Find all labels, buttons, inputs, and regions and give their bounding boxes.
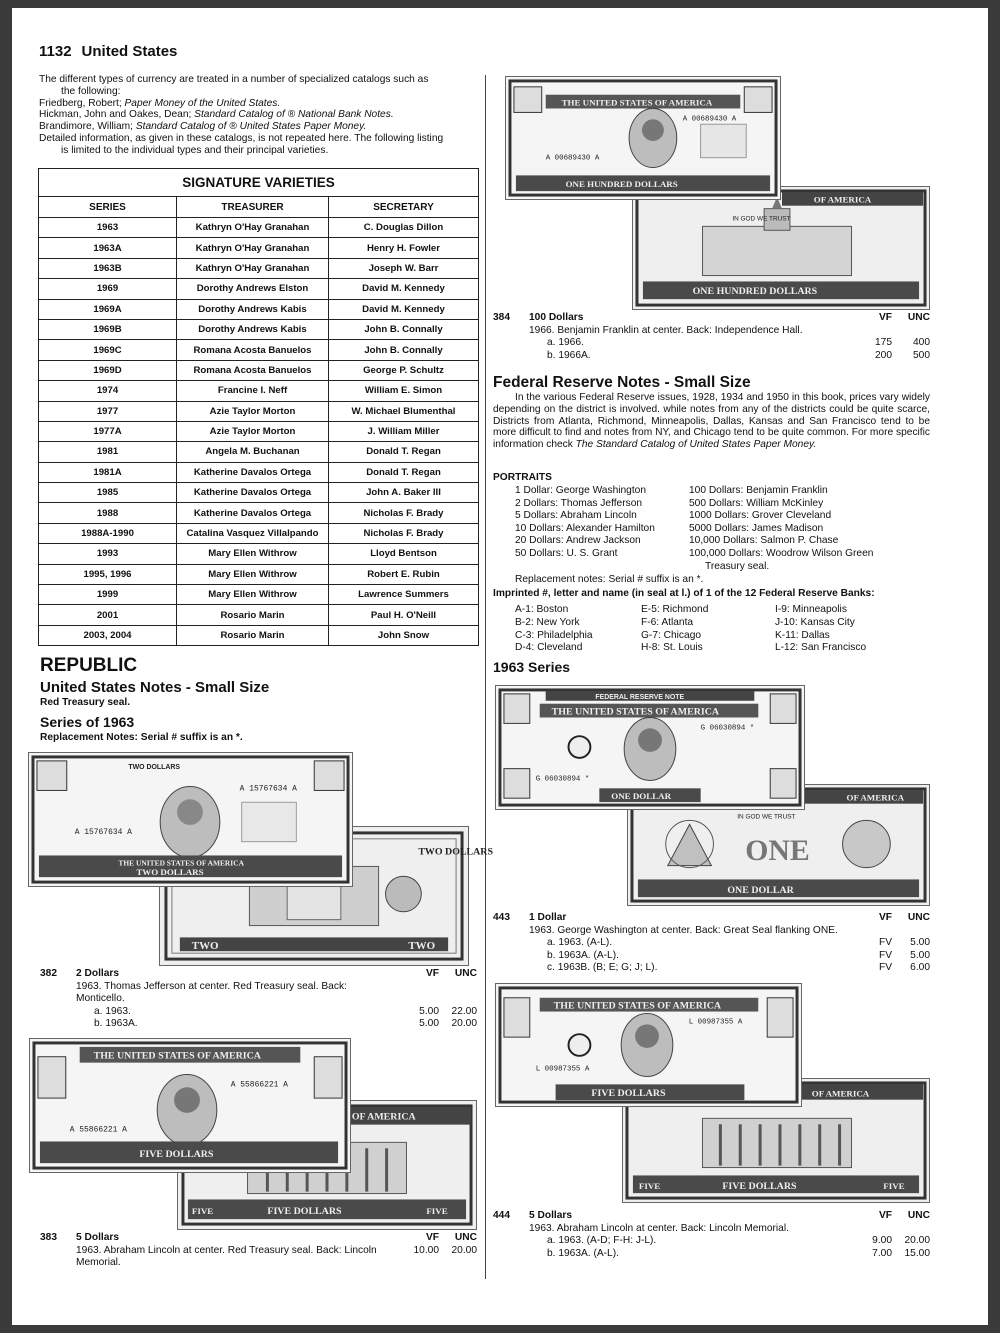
note-text: TWO	[408, 940, 436, 953]
cell-series: 2001	[39, 605, 177, 625]
cell-secretary: C. Douglas Dillon	[329, 218, 479, 238]
catalog-title: Paper Money of the United States.	[124, 97, 281, 109]
portrait-item: Treasury seal.	[705, 560, 770, 572]
federal-reserve-bank: D-4: Cleveland	[515, 642, 583, 654]
portrait-item: 2 Dollars: Thomas Jefferson	[515, 497, 643, 509]
imprinted-note: Imprinted #, letter and name (in seal at l.) of 1 of the 12 Federal Reserve Banks:	[493, 588, 875, 599]
cell-secretary: John B. Connally	[329, 319, 479, 339]
intro-text	[39, 74, 479, 157]
cell-treasurer: Kathryn O'Hay Granahan	[177, 238, 329, 258]
cell-treasurer: Kathryn O'Hay Granahan	[177, 258, 329, 278]
cell-secretary: William E. Simon	[329, 381, 479, 401]
portrait-item: 50 Dollars: U. S. Grant	[515, 547, 618, 559]
price-vf: 175	[875, 337, 892, 348]
note-text: ONE	[745, 834, 810, 867]
portrait-item: 1000 Dollars: Grover Cleveland	[689, 510, 832, 522]
five-dollar-frn-front-image	[495, 983, 802, 1107]
entry-header	[493, 912, 930, 925]
catalog-entry-382	[40, 968, 477, 1031]
serial-number: A 15767634 A	[239, 784, 297, 794]
hundred-dollar-front-image	[505, 76, 781, 200]
price-unc: 20.00	[904, 1235, 930, 1246]
variety-row	[493, 950, 930, 963]
cell-treasurer: Dorothy Andrews Elston	[177, 279, 329, 299]
cell-secretary: Joseph W. Barr	[329, 258, 479, 278]
federal-reserve-bank: L-12: San Francisco	[775, 642, 867, 654]
price-unc: 5.00	[910, 949, 930, 961]
intro-line	[39, 121, 479, 133]
cell-series: 1993	[39, 544, 177, 564]
table-row	[39, 421, 479, 441]
price-vf: 5.00	[419, 1018, 439, 1029]
catalog-page	[12, 8, 988, 1325]
hundred-dollar-back-image	[632, 186, 930, 310]
note-text: THE UNITED STATES OF AMERICA	[93, 1050, 261, 1062]
catalog-title: Standard Catalog of ® National Bank Notes.	[194, 109, 394, 121]
note-text: FIVE	[883, 1181, 905, 1192]
cell-treasurer: Dorothy Andrews Kabis	[177, 319, 329, 339]
serial-number: L 00987355 A	[688, 1018, 743, 1027]
page-header	[39, 43, 177, 60]
section-heading-republic: REPUBLIC	[40, 655, 138, 676]
series-heading-1963: 1963 Series	[493, 659, 571, 675]
cell-secretary: Donald T. Regan	[329, 442, 479, 462]
variety-row	[493, 1248, 930, 1261]
table-row	[39, 503, 479, 523]
price-vf: 10.00	[413, 1244, 439, 1256]
grade-unc-header: UNC	[454, 968, 477, 979]
variety-label: b. 1966A.	[547, 349, 591, 361]
cell-series: 1988	[39, 503, 177, 523]
grade-vf-header: VF	[425, 968, 439, 979]
price-unc: 6.00	[910, 962, 930, 973]
description-line: Monticello.	[76, 993, 125, 1004]
serial-number: A 15767634 A	[74, 827, 132, 837]
serial-number: G 06030894 *	[535, 775, 590, 784]
portraits-label: PORTRAITS	[493, 472, 552, 483]
cell-secretary: Donald T. Regan	[329, 462, 479, 482]
catalog-title: The Standard Catalog of United States Paper Money.	[575, 439, 817, 451]
cell-series: 1995, 1996	[39, 564, 177, 584]
grade-vf-header: VF	[878, 312, 892, 323]
price-unc: 22.00	[451, 1005, 477, 1017]
cell-treasurer: Mary Ellen Withrow	[177, 544, 329, 564]
entry-header	[40, 968, 477, 981]
cell-series: 1977	[39, 401, 177, 421]
serial-number: L 00987355 A	[535, 1065, 590, 1074]
note-text: ONE DOLLAR	[611, 791, 672, 802]
serial-number: G 06030894 *	[700, 724, 755, 733]
variety-label: b. 1963A. (A-L).	[547, 1247, 619, 1259]
federal-reserve-bank: E-5: Richmond	[641, 604, 709, 615]
price-unc: 400	[913, 337, 930, 348]
serial-number: A 55866221 A	[69, 1125, 127, 1135]
variety-row	[493, 937, 930, 950]
table-row	[39, 299, 479, 319]
note-text: TWO DOLLARS	[128, 763, 181, 771]
note-text: THE UNITED STATES OF AMERICA	[553, 1000, 722, 1012]
cell-series: 1969C	[39, 340, 177, 360]
catalog-number: 383	[40, 1232, 57, 1243]
cell-treasurer: Katherine Davalos Ortega	[177, 503, 329, 523]
table-body	[39, 218, 479, 646]
catalog-title: Standard Catalog of ® United States Paper Money.	[135, 121, 367, 133]
federal-reserve-banks-list	[515, 604, 885, 655]
note-text: ONE HUNDRED DOLLARS	[565, 179, 678, 190]
cell-secretary: David M. Kennedy	[329, 299, 479, 319]
signature-varieties-table	[38, 168, 479, 646]
portrait-item: 5 Dollars: Abraham Lincoln	[515, 510, 637, 522]
description-line: 1963. George Washington at center. Back: Great Seal flanking ONE.	[529, 924, 838, 936]
portrait-item: 5000 Dollars: James Madison	[689, 522, 824, 534]
cell-secretary: John Snow	[329, 625, 479, 645]
intro-line: is limited to the individual types and their principal varieties.	[61, 144, 329, 156]
cell-secretary: Nicholas F. Brady	[329, 523, 479, 543]
grade-unc-header: UNC	[454, 1232, 477, 1243]
cell-series: 1999	[39, 585, 177, 605]
page-number: 1132	[39, 43, 72, 60]
cell-secretary: Nicholas F. Brady	[329, 503, 479, 523]
cell-treasurer: Romana Acosta Banuelos	[177, 360, 329, 380]
price-vf: 7.00	[872, 1247, 892, 1259]
variety-label: a. 1963.	[94, 1005, 131, 1017]
variety-row	[493, 1235, 930, 1248]
cell-secretary: W. Michael Blumenthal	[329, 401, 479, 421]
cell-secretary: Robert E. Rubin	[329, 564, 479, 584]
denomination: 100 Dollars	[529, 312, 584, 323]
federal-reserve-bank: H-8: St. Louis	[641, 642, 703, 654]
cell-treasurer: Mary Ellen Withrow	[177, 585, 329, 605]
price-vf: FV	[878, 949, 892, 961]
intro-line: The different types of currency are treated in a number of specialized catalogs such as	[39, 74, 429, 85]
price-vf: 5.00	[419, 1005, 439, 1017]
federal-reserve-bank: C-3: Philadelphia	[515, 629, 593, 641]
cell-secretary: Henry H. Fowler	[329, 238, 479, 258]
cell-secretary: Paul H. O'Neill	[329, 605, 479, 625]
subsection-heading: United States Notes - Small Size	[40, 679, 270, 696]
cell-series: 1969B	[39, 319, 177, 339]
table-row	[39, 340, 479, 360]
note-text: ONE HUNDRED DOLLARS	[692, 286, 818, 298]
author: Friedberg, Robert;	[39, 97, 125, 109]
entry-description	[40, 993, 477, 1006]
paragraph-text: In the various Federal Reserve issues, 1928, 1934 and 1950 in this book, prices vary widely depending on the district is involved. while notes from any of the districts could be quite scarce, Districts from Atlanta, Richmond, Minneapolis, Dallas, Kansas and San Francisco tend to be more difficult to find and notes from NY, and Chicago tend to be quite common. For more specific information check	[493, 392, 930, 451]
variety-label: b. 1963A.	[94, 1018, 138, 1029]
federal-reserve-bank: J-10: Kansas City	[775, 616, 855, 628]
denomination: 5 Dollars	[76, 1232, 120, 1243]
column-header-series: SERIES	[39, 197, 177, 218]
price-unc: 20.00	[451, 1018, 477, 1029]
cell-series: 1969A	[39, 299, 177, 319]
entry-description	[40, 1245, 477, 1258]
catalog-entry-384	[493, 312, 930, 362]
catalog-number: 382	[40, 968, 57, 979]
catalog-number: 384	[493, 312, 510, 323]
intro-line	[39, 98, 479, 110]
two-dollar-front-image	[28, 752, 353, 887]
cell-treasurer: Rosario Marin	[177, 605, 329, 625]
price-unc: 20.00	[451, 1244, 477, 1256]
frn-paragraph	[493, 392, 930, 451]
cell-treasurer: Mary Ellen Withrow	[177, 564, 329, 584]
note-text: FIVE	[638, 1181, 661, 1192]
table-row	[39, 218, 479, 238]
cell-secretary: Lawrence Summers	[329, 585, 479, 605]
catalog-entry-383	[40, 1232, 477, 1270]
cell-treasurer: Romana Acosta Banuelos	[177, 340, 329, 360]
catalog-number: 444	[493, 1210, 510, 1221]
cell-treasurer: Rosario Marin	[177, 625, 329, 645]
table-row	[39, 238, 479, 258]
price-unc: 15.00	[904, 1247, 930, 1259]
note-text: THE UNITED STATES OF AMERICA	[551, 706, 720, 718]
table-row	[39, 258, 479, 278]
one-dollar-front-image	[495, 685, 805, 810]
portrait-item: 100,000 Dollars: Woodrow Wilson Green	[689, 547, 874, 559]
author: Hickman, John and Oakes, Dean;	[39, 109, 195, 121]
table-row	[39, 442, 479, 462]
portrait-item: 1 Dollar: George Washington	[515, 485, 646, 496]
section-heading-frn: Federal Reserve Notes - Small Size	[493, 374, 751, 391]
variety-label: a. 1966.	[547, 337, 584, 348]
page-title: United States	[81, 43, 178, 60]
catalog-entry-444	[493, 1210, 930, 1260]
portrait-item: 10,000 Dollars: Salmon P. Chase	[689, 535, 839, 547]
cell-treasurer: Azie Taylor Morton	[177, 401, 329, 421]
cell-series: 1974	[39, 381, 177, 401]
cell-secretary: John B. Connally	[329, 340, 479, 360]
cell-treasurer: Dorothy Andrews Kabis	[177, 299, 329, 319]
note-text: OF AMERICA	[351, 1111, 416, 1123]
note-text: OF AMERICA	[811, 1088, 870, 1099]
variety-row	[40, 1018, 477, 1031]
portrait-item: 500 Dollars: William McKinley	[689, 497, 824, 509]
table-row	[39, 462, 479, 482]
variety-label: a. 1963. (A-D; F-H: J-L).	[547, 1235, 657, 1246]
table-row	[39, 279, 479, 299]
federal-reserve-bank: I-9: Minneapolis	[775, 604, 847, 615]
entry-header	[493, 312, 930, 325]
note-text: THE UNITED STATES OF AMERICA	[118, 858, 244, 868]
note-text: IN GOD WE TRUST	[732, 215, 791, 223]
cell-secretary: J. William Miller	[329, 421, 479, 441]
seal-note: Red Treasury seal.	[40, 697, 131, 708]
cell-secretary: David M. Kennedy	[329, 279, 479, 299]
cell-treasurer: Francine I. Neff	[177, 381, 329, 401]
note-text: FIVE	[191, 1206, 214, 1217]
denomination: 2 Dollars	[76, 968, 120, 979]
cell-treasurer: Kathryn O'Hay Granahan	[177, 218, 329, 238]
table-row	[39, 319, 479, 339]
table-title: SIGNATURE VARIETIES	[39, 169, 479, 197]
entry-description	[493, 325, 930, 338]
intro-line	[39, 109, 479, 121]
table-row	[39, 625, 479, 645]
note-text: IN GOD WE TRUST	[737, 813, 796, 821]
federal-reserve-bank: K-11: Dallas	[775, 629, 830, 641]
price-vf: 200	[875, 349, 892, 361]
column-header-treasurer: TREASURER	[177, 197, 329, 218]
variety-row	[493, 350, 930, 363]
variety-row	[40, 1006, 477, 1019]
federal-reserve-bank: F-6: Atlanta	[641, 616, 694, 628]
grade-unc-header: UNC	[907, 312, 930, 323]
note-text: TWO	[191, 940, 219, 953]
entry-header	[40, 1232, 477, 1245]
grade-vf-header: VF	[878, 912, 892, 923]
table-row	[39, 605, 479, 625]
cell-secretary: George P. Schultz	[329, 360, 479, 380]
cell-series: 1963B	[39, 258, 177, 278]
table-row	[39, 401, 479, 421]
price-unc: 5.00	[910, 937, 930, 948]
note-text: FIVE DOLLARS	[591, 1088, 666, 1100]
column-header-secretary: SECRETARY	[329, 197, 479, 218]
note-text: THE UNITED STATES OF AMERICA	[561, 97, 713, 108]
cell-series: 1963A	[39, 238, 177, 258]
serial-number: A 55866221 A	[230, 1080, 288, 1090]
denomination: 5 Dollars	[529, 1210, 573, 1221]
description-line: 1963. Abraham Lincoln at center. Red Treasury seal. Back: Lincoln	[76, 1244, 377, 1256]
variety-label: b. 1963A. (A-L).	[547, 949, 619, 961]
replacement-note: Replacement Notes: Serial # suffix is an *.	[40, 732, 243, 743]
variety-label: c. 1963B. (B; E; G; J; L).	[547, 962, 658, 973]
entry-description	[40, 1257, 477, 1270]
cell-series: 1985	[39, 483, 177, 503]
note-text: OF AMERICA	[813, 194, 872, 205]
grade-unc-header: UNC	[907, 912, 930, 923]
portraits-list-left	[515, 485, 695, 561]
price-vf: 9.00	[872, 1235, 892, 1246]
author: Brandimore, William;	[39, 121, 136, 133]
entry-header	[493, 1210, 930, 1223]
intro-line: Detailed information, as given in these catalogs, is not repeated here. The following listing	[39, 132, 444, 144]
note-text: OF AMERICA	[846, 792, 905, 803]
cell-series: 1977A	[39, 421, 177, 441]
cell-series: 1988A-1990	[39, 523, 177, 543]
table-row	[39, 360, 479, 380]
cell-secretary: Lloyd Bentson	[329, 544, 479, 564]
denomination: 1 Dollar	[529, 912, 567, 923]
table-row	[39, 381, 479, 401]
description-line: 1966. Benjamin Franklin at center. Back: Independence Hall.	[529, 324, 803, 336]
variety-row	[493, 962, 930, 975]
variety-label: a. 1963. (A-L).	[547, 937, 613, 948]
cell-treasurer: Azie Taylor Morton	[177, 421, 329, 441]
entry-description	[493, 925, 930, 938]
cell-series: 1981	[39, 442, 177, 462]
entry-description	[493, 1223, 930, 1236]
catalog-entry-443	[493, 912, 930, 975]
intro-line: the following:	[61, 85, 121, 97]
five-dollar-red-front-image	[29, 1038, 351, 1173]
cell-treasurer: Katherine Davalos Ortega	[177, 483, 329, 503]
column-divider	[485, 75, 486, 1279]
table-row	[39, 483, 479, 503]
price-vf: FV	[878, 962, 892, 973]
cell-treasurer: Catalina Vasquez Villalpando	[177, 523, 329, 543]
table-row	[39, 544, 479, 564]
federal-reserve-bank: A-1: Boston	[515, 604, 569, 615]
portraits-list-right	[689, 485, 929, 573]
cell-series: 1981A	[39, 462, 177, 482]
portrait-item: 10 Dollars: Alexander Hamilton	[515, 522, 655, 534]
portrait-item: 100 Dollars: Benjamin Franklin	[689, 485, 828, 496]
catalog-number: 443	[493, 912, 510, 923]
note-text: FIVE DOLLARS	[267, 1206, 342, 1218]
cell-series: 1969	[39, 279, 177, 299]
frn-replacement-note: Replacement notes: Serial # suffix is an *.	[515, 574, 704, 585]
grade-vf-header: VF	[425, 1232, 439, 1243]
grade-vf-header: VF	[878, 1210, 892, 1221]
table-row	[39, 564, 479, 584]
serial-number: A 00689430 A	[682, 115, 737, 124]
price-unc: 500	[913, 349, 930, 361]
table-row	[39, 585, 479, 605]
table-row	[39, 523, 479, 543]
note-text: TWO DOLLARS	[136, 867, 204, 878]
cell-series: 1963	[39, 218, 177, 238]
series-heading: Series of 1963	[40, 714, 135, 730]
grade-unc-header: UNC	[907, 1210, 930, 1221]
note-text: FIVE DOLLARS	[722, 1181, 797, 1193]
note-text: FEDERAL RESERVE NOTE	[595, 693, 685, 701]
serial-number: A 00689430 A	[545, 154, 600, 163]
federal-reserve-bank: B-2: New York	[515, 616, 580, 628]
note-text: FIVE DOLLARS	[139, 1149, 214, 1161]
variety-row	[493, 337, 930, 350]
cell-treasurer: Angela M. Buchanan	[177, 442, 329, 462]
cell-series: 1969D	[39, 360, 177, 380]
note-text: ONE DOLLAR	[727, 885, 794, 897]
note-text: FIVE	[426, 1206, 448, 1217]
federal-reserve-bank: G-7: Chicago	[641, 629, 702, 641]
description-line: 1963. Abraham Lincoln at center. Back: Lincoln Memorial.	[529, 1222, 789, 1234]
description-line: 1963. Thomas Jefferson at center. Red Treasury seal. Back:	[76, 980, 347, 992]
cell-secretary: John A. Baker III	[329, 483, 479, 503]
description-line: Memorial.	[76, 1257, 121, 1268]
entry-description	[40, 981, 477, 994]
note-text: TWO DOLLARS	[418, 846, 493, 858]
cell-series: 2003, 2004	[39, 625, 177, 645]
price-vf: FV	[878, 937, 892, 948]
cell-treasurer: Katherine Davalos Ortega	[177, 462, 329, 482]
portrait-item: 20 Dollars: Andrew Jackson	[515, 535, 641, 547]
